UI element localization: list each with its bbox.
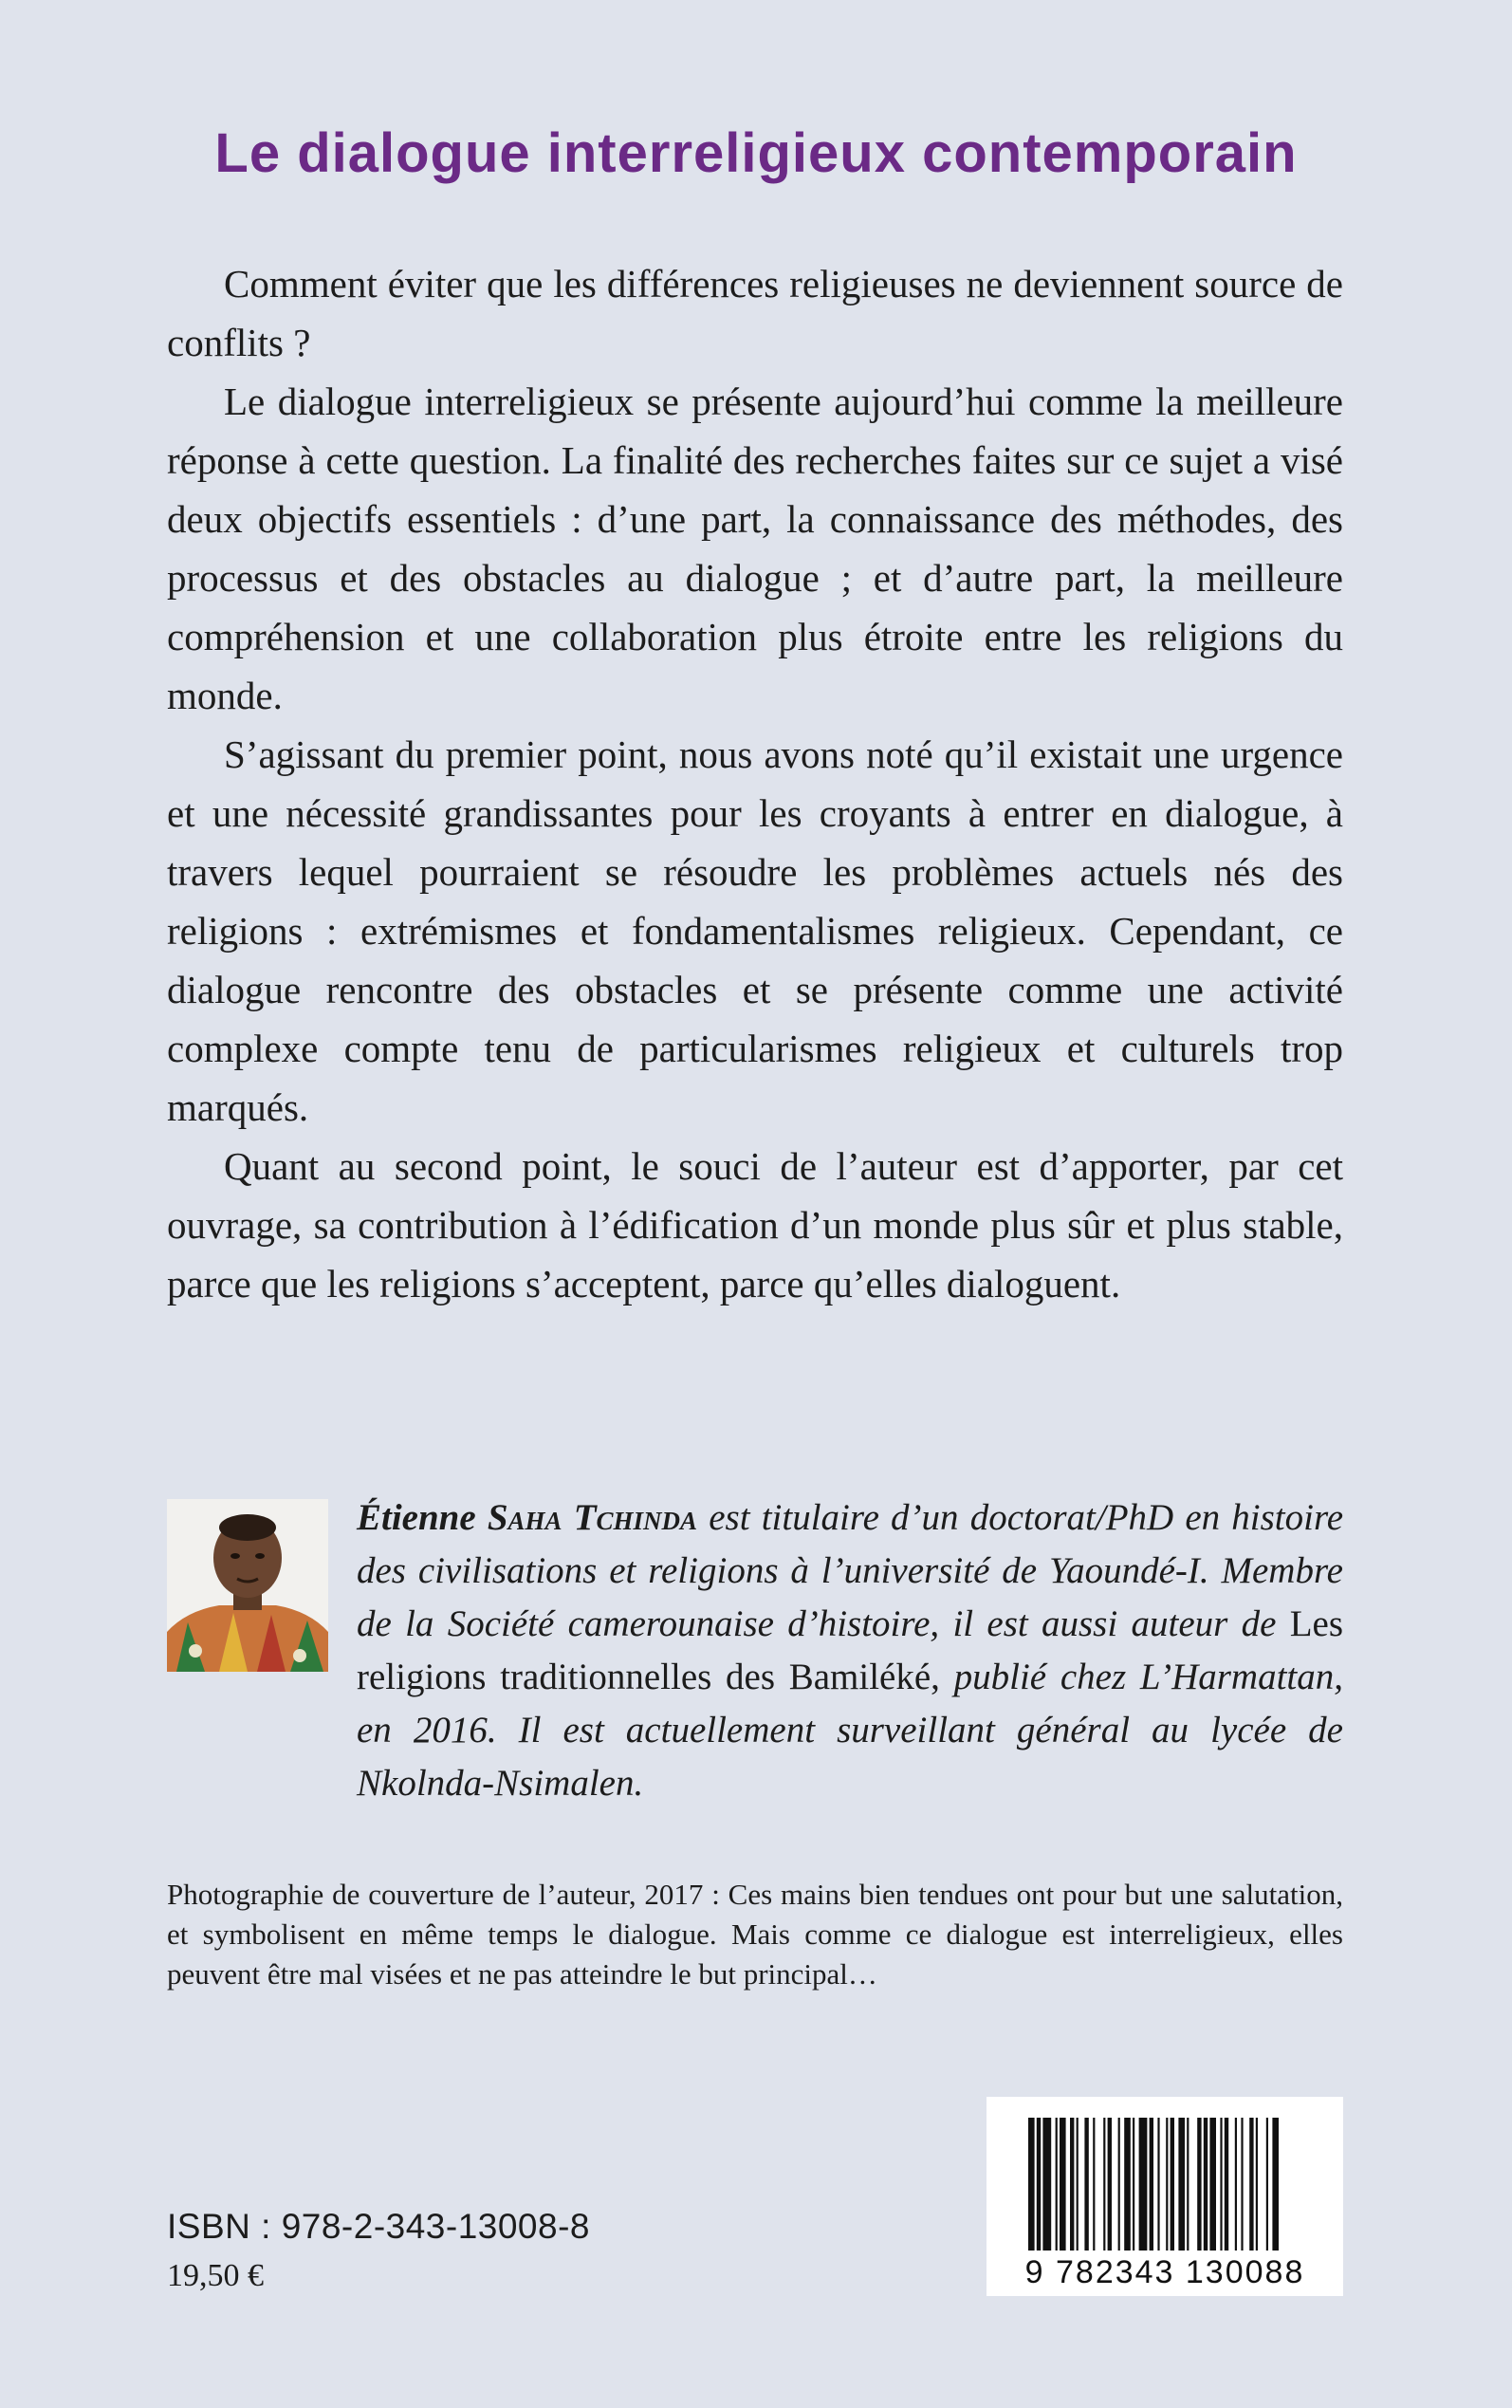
barcode-bar xyxy=(1042,2118,1051,2251)
barcode-bar xyxy=(1118,2118,1120,2251)
bio-text-part-1: est titulaire d’un doctorat/PhD en histoire des civilisations et religions à l’université de Yaoundé-I. Membre de la Société camerounaise d’histoire, il est aussi auteur de xyxy=(357,1497,1344,1644)
barcode-bar xyxy=(1256,2118,1258,2251)
barcode-bar xyxy=(1197,2118,1201,2251)
barcode-bar xyxy=(1187,2118,1189,2251)
blurb-paragraph-3: S’agissant du premier point, nous avons noté qu’il existait une urgence et une nécessité grandissantes pour les croyants à entrer en dialogue, à travers lequel pourraient se résoudre les problèmes actuels nés des religions : extrémismes et fondamentalismes religieux. Cependant, ce dialogue rencontre des obstacles et se présente comme une activité complexe compte tenu de particularismes religieux et culturels trop marqués. xyxy=(167,732,1343,1129)
barcode-bar xyxy=(1225,2118,1228,2251)
barcode-bar xyxy=(1103,2118,1105,2251)
barcode-bar xyxy=(1157,2118,1159,2251)
author-first-name: Étienne xyxy=(357,1497,476,1538)
cover-photo-caption: Photographie de couverture de l’auteur, 2017 : Ces mains bien tendues ont pour but une salutation, et symbolisent en même temps le dialogue. Mais comme ce dialogue est interreligieux, elles peuvent être mal visées et ne pas atteindre le but principal… xyxy=(167,1878,1343,1991)
barcode-bar xyxy=(1077,2118,1079,2251)
barcode-digits: 9 782343 130088 xyxy=(1024,2254,1305,2290)
blurb-paragraph-1: Comment éviter que les différences religieuses ne deviennent source de conflits ? xyxy=(167,262,1343,364)
price-label: 19,50 € xyxy=(167,2258,264,2293)
barcode-bar xyxy=(1272,2118,1279,2251)
barcode-bar xyxy=(1124,2118,1131,2251)
barcode-bar xyxy=(1249,2118,1253,2251)
back-cover-blurb xyxy=(167,254,1343,1313)
barcode-bar xyxy=(1209,2118,1216,2251)
author-photo xyxy=(167,1499,328,1672)
barcode-bar xyxy=(1150,2118,1153,2251)
barcode-bars xyxy=(986,2097,1343,2258)
barcode-bar xyxy=(1220,2118,1222,2251)
isbn-label: ISBN : 978-2-343-13008-8 xyxy=(167,2207,590,2246)
barcode-bar xyxy=(1093,2118,1095,2251)
barcode-bar xyxy=(1139,2118,1148,2251)
barcode-bar xyxy=(1028,2118,1035,2251)
barcode-bar xyxy=(1204,2118,1208,2251)
book-title: Le dialogue interreligieux contemporain xyxy=(214,122,1298,184)
barcode-bar xyxy=(1037,2118,1041,2251)
barcode-bar xyxy=(1133,2118,1134,2251)
blurb-paragraph-2: Le dialogue interreligieux se présente aujourd’hui comme la meilleure réponse à cette question. La finalité des recherches faites sur ce sujet a visé deux objectifs essentiels : d’une part, la connaissance des méthodes, des processus et des obstacles au dialogue ; et d’autre part, la meilleure compréhension et une collaboration plus étroite entre les religions du monde. xyxy=(167,380,1343,717)
barcode-bar xyxy=(1056,2118,1058,2251)
barcode-bar xyxy=(1060,2118,1066,2251)
barcode-bar xyxy=(1070,2118,1074,2251)
blurb-paragraph-4: Quant au second point, le souci de l’auteur est d’apporter, par cet ouvrage, sa contribution à l’édification d’un monde plus sûr et plus stable, parce que les religions s’acceptent, parce qu’elles dialoguent. xyxy=(167,1144,1343,1306)
barcode-bar xyxy=(1084,2118,1088,2251)
author-surname: Saha Tchinda xyxy=(487,1497,698,1538)
barcode-bar xyxy=(1266,2118,1268,2251)
barcode-bar xyxy=(1235,2118,1237,2251)
barcode-bar xyxy=(1171,2118,1174,2251)
bio-text-part-2: publié chez L’Harmattan, en 2016. Il est actuellement surveillant général au lycée de Nkolnda-Nsimalen. xyxy=(357,1657,1344,1804)
author-biography xyxy=(357,1491,1343,1810)
barcode xyxy=(986,2097,1343,2296)
barcode-bar xyxy=(1166,2118,1168,2251)
bio-book-title: Les religions traditionnelles des Bamiléké, xyxy=(357,1603,1343,1697)
barcode-bar xyxy=(1178,2118,1185,2251)
barcode-bar xyxy=(1108,2118,1112,2251)
barcode-bar xyxy=(1241,2118,1243,2251)
